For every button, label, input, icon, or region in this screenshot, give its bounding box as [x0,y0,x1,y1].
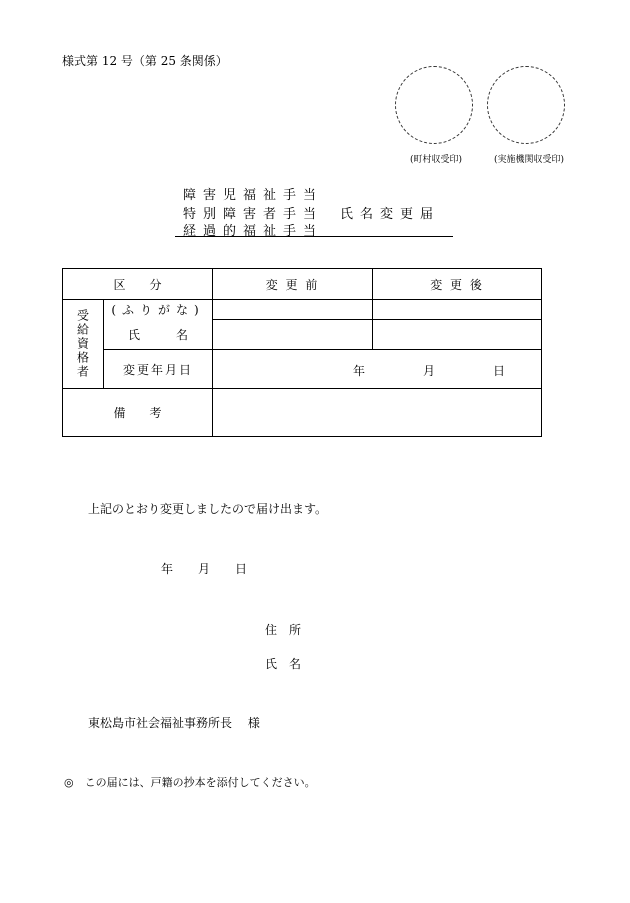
remarks-cell[interactable] [213,389,542,437]
change-date-day: 日 [493,364,506,378]
statement: 上記のとおり変更しましたので届け出ます。 [88,502,328,516]
title-line-2-prefix: 特別障害者手当 [183,207,324,222]
applicant-name-label: 氏 名 [265,657,302,671]
agency-receipt-stamp-circle [487,66,565,144]
remarks-label: 備 考 [63,389,213,437]
title-line-1: 障害児福祉手当 [183,188,324,203]
name-before-cell[interactable] [213,320,373,350]
title-underline [175,236,453,237]
header-after: 変 更 後 [373,269,542,300]
date-day: 日 [235,562,248,576]
change-date-label: 変更年月日 [104,350,213,389]
date-month: 月 [198,562,211,576]
change-form-table [62,268,542,437]
applicant-address-label: 住 所 [265,623,302,637]
beneficiary-side-label-text: 受給資格者 [75,309,90,379]
title-line-3: 経過的福祉手当 [183,224,324,239]
change-date-year: 年 [353,364,366,378]
change-date-month: 月 [423,364,436,378]
header-before: 変 更 前 [213,269,373,300]
form-number: 様式第 12 号（第 25 条関係） [62,54,228,68]
town-receipt-stamp-label: (町村収受印) [410,155,463,165]
furigana-after-cell[interactable] [373,300,542,320]
addressee: 東松島市社会福祉事務所長 様 [88,716,260,730]
name-label: 氏 名 [104,320,213,350]
furigana-label: (ふりがな) [104,300,213,320]
date-year: 年 [161,562,174,576]
title-line-2-suffix: 氏名変更届 [340,207,441,222]
beneficiary-side-label [63,300,104,389]
change-date-cell[interactable] [213,350,542,389]
header-category: 区 分 [63,269,213,300]
attachment-note: ◎ この届には、戸籍の抄本を添付してください。 [64,776,316,789]
town-receipt-stamp-circle [395,66,473,144]
furigana-before-cell[interactable] [213,300,373,320]
name-after-cell[interactable] [373,320,542,350]
agency-receipt-stamp-label: (実施機関収受印) [494,155,565,165]
